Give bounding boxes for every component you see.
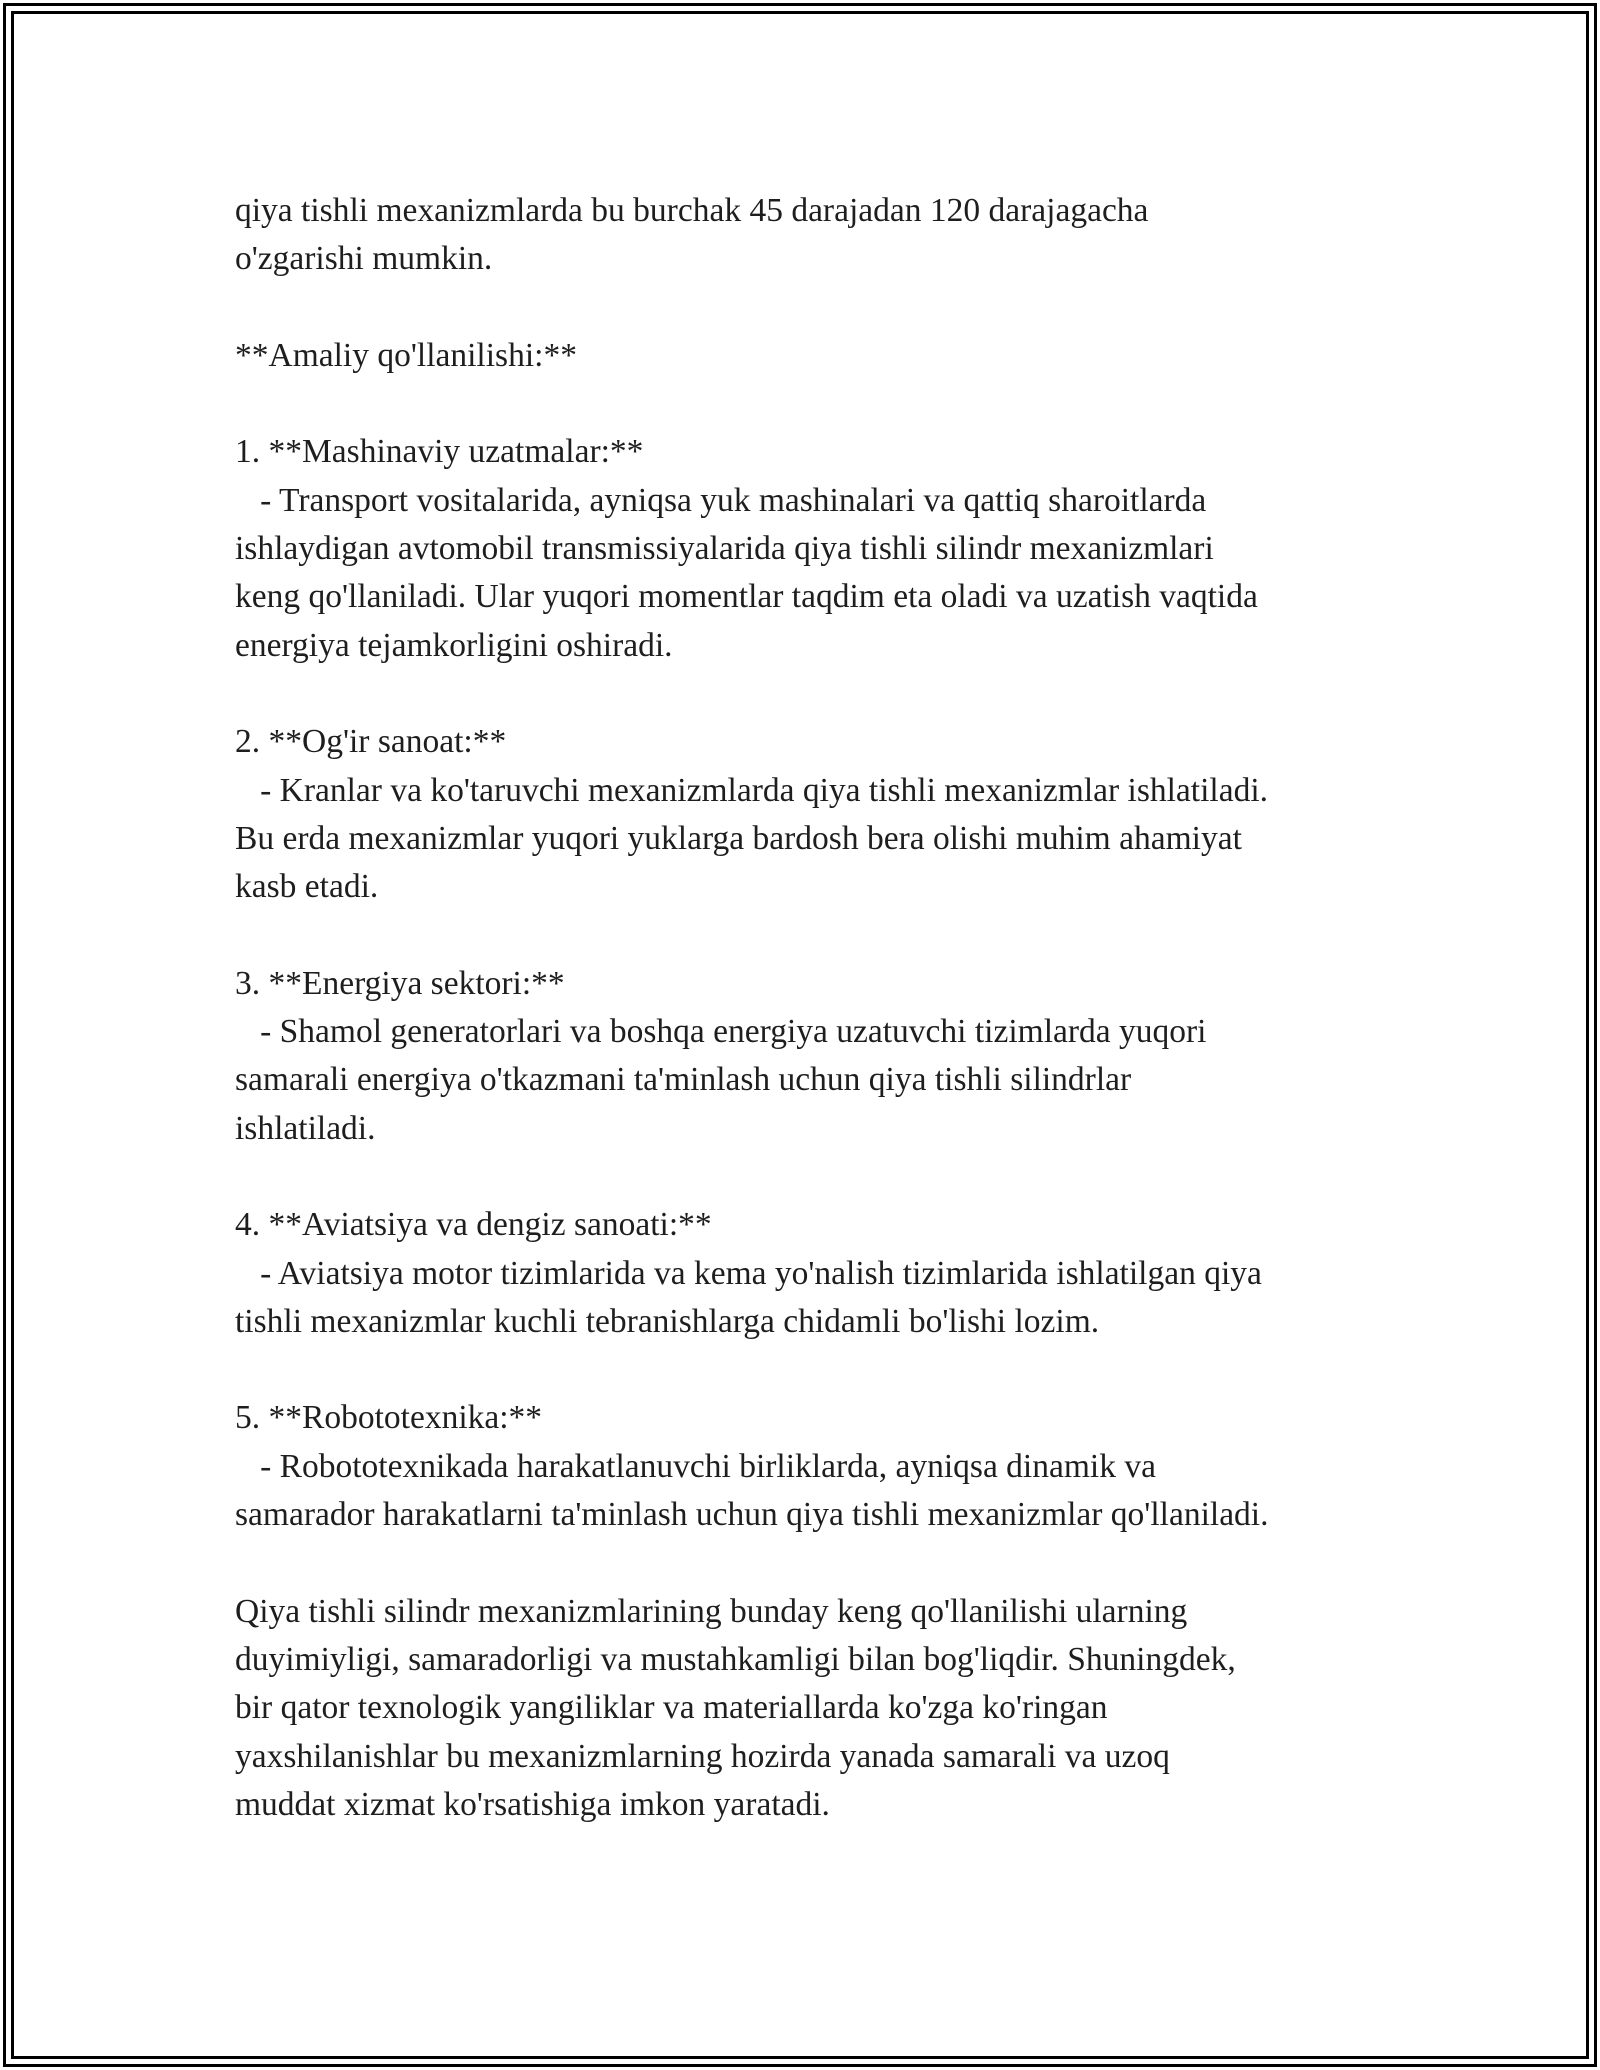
text-line: - Kranlar va ko'taruvchi mexanizmlarda qiya tishli mexanizmlar ishlatiladi. xyxy=(235,771,1269,809)
text-line: ishlaydigan avtomobil transmissiyalarida qiya tishli silindr mexanizmlari xyxy=(235,530,1214,568)
list-item-heading: 1. **Mashinaviy uzatmalar:** xyxy=(235,433,644,471)
text-line: duyimiyligi, samaradorligi va mustahkamligi bilan bog'liqdir. Shuningdek, xyxy=(235,1640,1236,1678)
text-line: ishlatiladi. xyxy=(235,1109,376,1147)
text-line: - Robototexnikada harakatlanuvchi birliklarda, ayniqsa dinamik va xyxy=(235,1447,1156,1485)
blank-line xyxy=(235,1346,1415,1394)
blank-line xyxy=(235,284,1415,332)
text-line: yaxshilanishlar bu mexanizmlarning hozirda yanada samarali va uzoq xyxy=(235,1737,1170,1775)
text-line: kasb etadi. xyxy=(235,868,379,906)
text-line: bir qator texnologik yangiliklar va materiallarda ko'zga ko'ringan xyxy=(235,1689,1108,1727)
text-line: Bu erda mexanizmlar yuqori yuklarga bardosh bera olishi muhim ahamiyat xyxy=(235,819,1242,857)
text-line: - Shamol generatorlari va boshqa energiya uzatuvchi tizimlarda yuqori xyxy=(235,1013,1207,1051)
text-line: Qiya tishli silindr mexanizmlarining bunday keng qo'llanilishi ularning xyxy=(235,1592,1188,1630)
text-line: - Aviatsiya motor tizimlarida va kema yo'nalish tizimlarida ishlatilgan qiya xyxy=(235,1254,1262,1292)
text-line: samarali energiya o'tkazmani ta'minlash uchun qiya tishli silindrlar xyxy=(235,1061,1132,1099)
blank-line xyxy=(235,670,1415,718)
text-line: tishli mexanizmlar kuchli tebranishlarga chidamli bo'lishi lozim. xyxy=(235,1302,1100,1340)
text-line: muddat xizmat ko'rsatishiga imkon yaratadi. xyxy=(235,1785,830,1823)
section-heading: **Amaliy qo'llanilishi:** xyxy=(235,336,577,374)
text-line: keng qo'llaniladi. Ular yuqori momentlar taqdim eta oladi va uzatish vaqtida xyxy=(235,578,1258,616)
list-item-heading: 5. **Robototexnika:** xyxy=(235,1399,543,1437)
list-item-heading: 4. **Aviatsiya va dengiz sanoati:** xyxy=(235,1206,712,1244)
blank-line xyxy=(235,911,1415,959)
text-line: o'zgarishi mumkin. xyxy=(235,240,493,278)
text-line: samarador harakatlarni ta'minlash uchun qiya tishli mexanizmlar qo'llaniladi. xyxy=(235,1496,1269,1534)
list-item-heading: 3. **Energiya sektori:** xyxy=(235,964,565,1002)
document-body xyxy=(235,187,1415,1829)
blank-line xyxy=(235,1153,1415,1201)
text-line: qiya tishli mexanizmlarda bu burchak 45 darajadan 120 darajagacha xyxy=(235,192,1149,229)
blank-line xyxy=(235,380,1415,428)
blank-line xyxy=(235,1539,1415,1587)
text-line: energiya tejamkorligini oshiradi. xyxy=(235,626,673,664)
list-item-heading: 2. **Og'ir sanoat:** xyxy=(235,723,507,761)
text-line: - Transport vositalarida, ayniqsa yuk mashinalari va qattiq sharoitlarda xyxy=(235,481,1207,519)
